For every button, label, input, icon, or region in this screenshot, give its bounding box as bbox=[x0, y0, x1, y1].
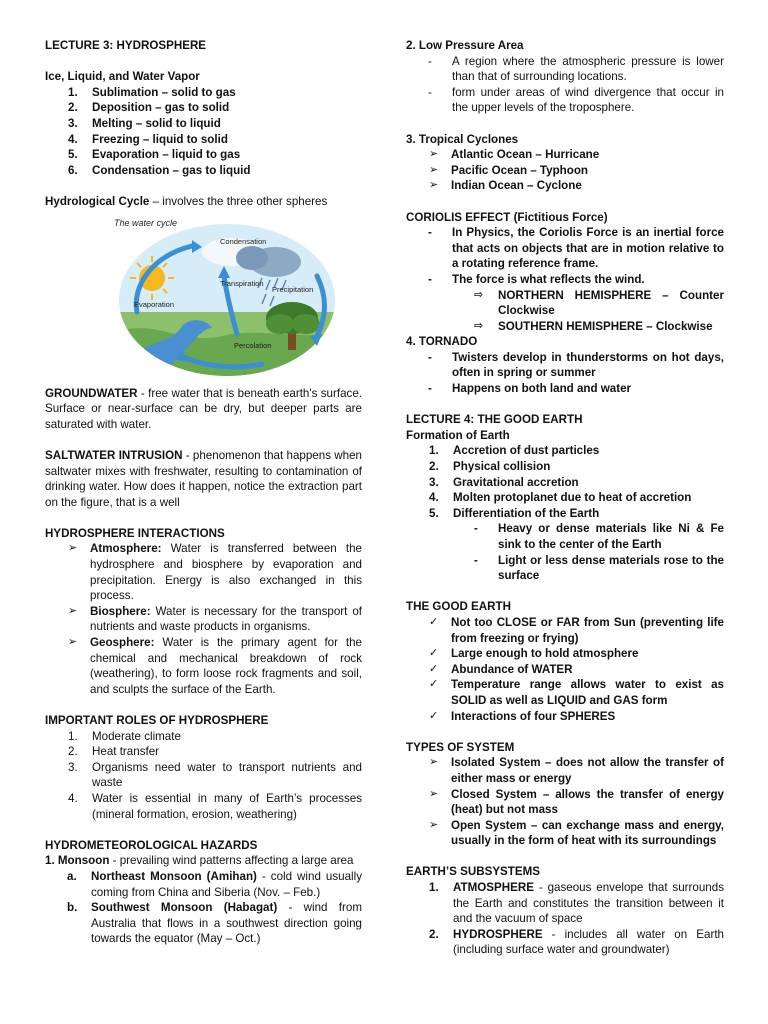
list-item: - Happens on both land and water bbox=[428, 382, 632, 396]
list-item: ➢ Closed System – allows the transfer of energy (heat) but not mass bbox=[406, 787, 724, 818]
arrow-bullet-icon: ➢ bbox=[429, 179, 439, 192]
list-item: 5. Evaporation – liquid to gas bbox=[68, 148, 241, 162]
good-earth-title: THE GOOD EARTH bbox=[406, 600, 511, 614]
phase-title: Ice, Liquid, and Water Vapor bbox=[45, 70, 200, 84]
list-item: 1. Sublimation – solid to gas bbox=[68, 85, 236, 99]
check-icon: ✓ bbox=[429, 678, 439, 691]
lecture3-title: LECTURE 3: HYDROSPHERE bbox=[45, 39, 207, 52]
list-item: ✓ Interactions of four SPHERES bbox=[406, 709, 724, 725]
hydro-cycle-line: Hydrological Cycle – involves the three other spheres bbox=[45, 194, 328, 208]
roles-list bbox=[45, 729, 362, 823]
water-cycle-figure bbox=[112, 216, 362, 378]
list-item: 3. Organisms need water to transport nutrients and waste bbox=[68, 760, 362, 790]
list-item: 2. Heat transfer bbox=[68, 745, 160, 759]
check-icon: ✓ bbox=[429, 709, 439, 722]
arrow-bullet-icon: ➢ bbox=[429, 756, 439, 769]
arrow-bullet-icon: ➢ bbox=[429, 148, 439, 161]
phase-changes-list bbox=[45, 85, 362, 179]
list-item: - The force is what reflects the wind. bbox=[428, 272, 645, 286]
list-item: a. Northeast Monsoon (Amihan) - cold wind usually coming from China and Siberia (Nov. – Feb.) bbox=[67, 869, 362, 899]
list-item: 3. Melting – solid to liquid bbox=[68, 116, 221, 130]
list-item: ✓ Abundance of WATER bbox=[406, 662, 724, 678]
list-item: ➢ Atmosphere: Water is transferred between the hydrosphere and biosphere by evaporation and precipitation. Energy is also exchanged in this process. bbox=[45, 541, 362, 603]
list-item: - A region where the atmospheric pressure is lower than that of surrounding locations. bbox=[428, 54, 724, 84]
interactions-list bbox=[45, 541, 362, 697]
systems-list bbox=[406, 755, 724, 849]
arrow-bullet-icon: ➢ bbox=[68, 542, 78, 555]
label-percolation: Percolation bbox=[234, 340, 272, 350]
list-item: ➢ Geosphere: Water is the primary agent for the chemical and mechanical breakdown of rock (weathering), to form loose rock fragments and soil, and sculpts the surface of the Earth. bbox=[45, 635, 362, 697]
arrow-bullet-icon: ➢ bbox=[429, 787, 439, 800]
low-pressure-title: 2. Low Pressure Area bbox=[406, 39, 524, 52]
list-item: 6. Condensation – gas to liquid bbox=[68, 163, 251, 177]
list-item: ➢ Biosphere: Water is necessary for the transport of nutrients and waste products in organisms. bbox=[45, 604, 362, 635]
list-item: - form under areas of wind divergence that occur in the upper levels of the troposphere. bbox=[428, 85, 724, 115]
list-item: ⇨ NORTHERN HEMISPHERE – Counter Clockwise bbox=[406, 288, 724, 319]
list-item: ➢ Open System – can exchange mass and energy, usually in the form of heat with its surroundings bbox=[406, 818, 724, 849]
list-item: b. Southwest Monsoon (Habagat) - wind from Australia that flows in a southwest direction going towards the equator (May – Oct.) bbox=[67, 901, 362, 946]
water-cycle-illustration bbox=[112, 216, 362, 378]
systems-title: TYPES OF SYSTEM bbox=[406, 740, 515, 754]
hollow-arrow-icon: ⇨ bbox=[474, 319, 484, 332]
list-item: ➢ Atlantic Ocean – Hurricane bbox=[406, 147, 724, 163]
list-item: - Light or less dense materials rose to the surface bbox=[474, 553, 724, 583]
label-evaporation: Evaporation bbox=[134, 299, 175, 309]
cyclones-list bbox=[406, 147, 724, 194]
check-icon: ✓ bbox=[429, 662, 439, 675]
list-item: - Twisters develop in thunderstorms on hot days, often in spring or summer bbox=[428, 350, 724, 380]
monsoon-line: 1. Monsoon - prevailing wind patterns affecting a large area bbox=[45, 854, 354, 868]
check-icon: ✓ bbox=[429, 615, 439, 628]
lecture4-title: LECTURE 4: THE GOOD EARTH bbox=[406, 413, 583, 427]
label-transpiration: Transpiration bbox=[220, 278, 264, 288]
arrow-bullet-icon: ➢ bbox=[68, 636, 78, 649]
hazards-title: HYDROMETEOROLOGICAL HAZARDS bbox=[45, 838, 258, 852]
list-item: 5. Differentiation of the Earth bbox=[429, 506, 600, 520]
list-item: 1. ATMOSPHERE - gaseous envelope that surrounds the Earth and constitutes the transition between it and the vacuum of space bbox=[429, 881, 724, 926]
list-item: 4. Freezing – liquid to solid bbox=[68, 132, 228, 146]
differentiation-list bbox=[406, 521, 724, 583]
roles-title: IMPORTANT ROLES OF HYDROSPHERE bbox=[45, 714, 269, 727]
list-item: ✓ Temperature range allows water to exist as SOLID as well as LIQUID and GAS form bbox=[406, 677, 724, 708]
figure-title: The water cycle bbox=[114, 217, 178, 228]
list-item: 2. Physical collision bbox=[429, 460, 551, 474]
list-item: ➢ Isolated System – does not allow the transfer of either mass or energy bbox=[406, 755, 724, 786]
good-earth-list bbox=[406, 615, 724, 724]
check-icon: ✓ bbox=[429, 647, 439, 660]
subsystems-title: EARTH’S SUBSYSTEMS bbox=[406, 865, 540, 879]
list-item: 2. HYDROSPHERE - includes all water on Earth (including surface water and groundwater) bbox=[429, 927, 724, 957]
list-item: ✓ Not too CLOSE or FAR from Sun (preventing life from freezing or frying) bbox=[406, 615, 724, 646]
tornado-list bbox=[406, 350, 724, 397]
list-item: 4. Water is essential in many of Earth’s processes (mineral formation, erosion, weathering) bbox=[68, 791, 362, 821]
subsystems-list bbox=[406, 880, 724, 958]
arrow-bullet-icon: ➢ bbox=[429, 163, 439, 176]
left-column bbox=[45, 38, 362, 947]
hemisphere-list bbox=[406, 288, 724, 335]
coriolis-list bbox=[406, 225, 724, 287]
list-item: - Heavy or dense materials like Ni & Fe sink to the center of the Earth bbox=[474, 522, 724, 551]
list-item: ⇨ SOUTHERN HEMISPHERE – Clockwise bbox=[406, 319, 724, 335]
list-item: 2. Deposition – gas to solid bbox=[68, 101, 230, 115]
hollow-arrow-icon: ⇨ bbox=[474, 288, 484, 301]
list-item: ✓ Large enough to hold atmosphere bbox=[406, 646, 724, 662]
right-column bbox=[406, 38, 724, 958]
monsoon-list bbox=[45, 869, 362, 947]
list-item: 1. Moderate climate bbox=[68, 729, 181, 743]
formation-list bbox=[406, 443, 724, 521]
coriolis-title: CORIOLIS EFFECT (Fictitious Force) bbox=[406, 210, 608, 224]
saltwater-paragraph: SALTWATER INTRUSION - phenomenon that happens when saltwater mixes with freshwater, resulting to contamination of drinking water. How does it happen, notice the extraction part on the figure, that is a well bbox=[45, 448, 362, 509]
label-condensation: Condensation bbox=[220, 236, 267, 246]
formation-title: Formation of Earth bbox=[406, 428, 510, 442]
list-item: 4. Molten protoplanet due to heat of accretion bbox=[429, 491, 692, 505]
interactions-title: HYDROSPHERE INTERACTIONS bbox=[45, 526, 225, 540]
list-item: - In Physics, the Coriolis Force is an inertial force that acts on objects that are in motion relative to a rotating reference frame. bbox=[428, 226, 724, 271]
low-pressure-list bbox=[406, 54, 724, 116]
list-item: ➢ Pacific Ocean – Typhoon bbox=[406, 163, 724, 179]
list-item: ➢ Indian Ocean – Cyclone bbox=[406, 178, 724, 194]
tornado-title: 4. TORNADO bbox=[406, 335, 478, 349]
cyclones-title: 3. Tropical Cyclones bbox=[406, 132, 519, 146]
label-precipitation: Precipitation bbox=[272, 284, 314, 294]
arrow-bullet-icon: ➢ bbox=[68, 604, 78, 617]
list-item: 1. Accretion of dust particles bbox=[429, 444, 600, 458]
groundwater-paragraph: GROUNDWATER - free water that is beneath earth's surface. Surface or near-surface can be dry, but deeper parts are saturated with water. bbox=[45, 386, 362, 431]
arrow-bullet-icon: ➢ bbox=[429, 818, 439, 831]
list-item: 3. Gravitational accretion bbox=[429, 475, 579, 489]
